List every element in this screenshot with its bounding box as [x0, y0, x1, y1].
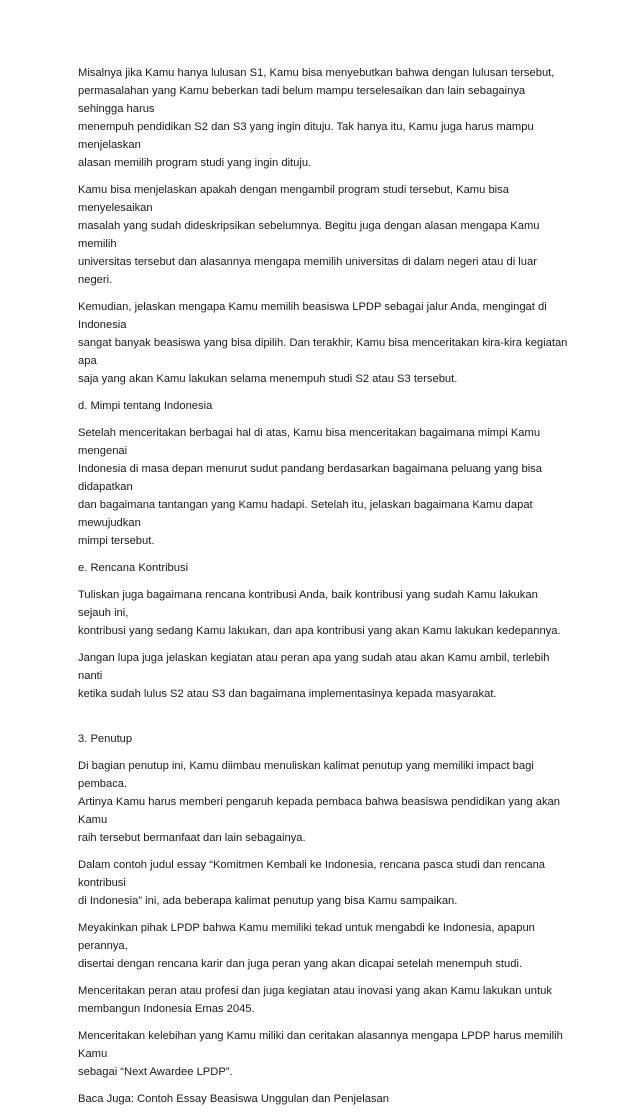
section-heading-penutup: 3. Penutup — [78, 733, 133, 745]
paragraph-kontribusi: Tuliskan juga bagaimana rencana kontribusi Anda, baik kontribusi yang sudah Kamu lakukan sejauh ini, kontribusi yang sedang Kamu lakukan, dan apa kontribusi yang akan Kamu lakukan kedepannya. — [78, 589, 561, 637]
paragraph-lpdp-reason: Kemudian, jelaskan mengapa Kamu memilih beasiswa LPDP sebagai jalur Anda, mengingat di Indonesia sangat banyak beasiswa yang bisa dipilih. Dan terakhir, Kamu bisa menceritakan kira-kira kegiatan apa saja yang akan Kamu lakukan selama menempuh studi S2 atau S3 tersebut. — [78, 301, 568, 385]
paragraph-menceritakan-kelebihan: Menceritakan kelebihan yang Kamu miliki dan ceritakan alasannya mengapa LPDP harus memilih Kamu sebagai “Next Awardee LPDP”. — [78, 1030, 563, 1078]
paragraph-mimpi: Setelah menceritakan berbagai hal di atas, Kamu bisa menceritakan bagaimana mimpi Kamu mengenai Indonesia di masa depan menurut sudut pandang berdasarkan bagaimana peluang yang bisa didapatkan dan bagaimana tantangan yang Kamu hadapi. Setelah itu, jelaskan bagaimana Kamu dapat mewujudkan mimpi tersebut. — [78, 427, 542, 547]
paragraph-penutup-intro: Di bagian penutup ini, Kamu diimbau menuliskan kalimat penutup yang memiliki impact bagi pembaca. Artinya Kamu harus memberi pengaruh kepada pembaca bahwa beasiswa pendidikan yang akan Kamu raih tersebut bermanfaat dan lain sebagainya. — [78, 760, 560, 844]
paragraph-s1-explanation: Misalnya jika Kamu hanya lulusan S1, Kamu bisa menyebutkan bahwa dengan lulusan tersebut, permasalahan yang Kamu beberkan tadi belum mampu terselesaikan dan lain sebagainya sehingga harus menempuh pendidikan S2 dan S3 yang ingin dituju. Tak hanya itu, Kamu juga harus mampu menjelaskan alasan memilih program studi yang ingin dituju. — [78, 67, 555, 169]
paragraph-peran: Jangan lupa juga jelaskan kegiatan atau peran apa yang sudah atau akan Kamu ambil, terlebih nanti ketika sudah lulus S2 atau S3 dan bagaimana implementasinya kepada masyarakat. — [78, 652, 550, 700]
section-spacer — [78, 712, 570, 730]
paragraph-menceritakan-peran: Menceritakan peran atau profesi dan juga kegiatan atau inovasi yang akan Kamu lakukan untuk membangun Indonesia Emas 2045. — [78, 985, 552, 1015]
document-page — [78, 64, 570, 1117]
section-heading-mimpi: d. Mimpi tentang Indonesia — [78, 400, 213, 412]
section-heading-kontribusi: e. Rencana Kontribusi — [78, 562, 189, 574]
paragraph-meyakinkan: Meyakinkan pihak LPDP bahwa Kamu memiliki tekad untuk mengabdi ke Indonesia, apapun perannya, disertai dengan rencana karir dan juga peran yang akan dicapai setelah menempuh studi. — [78, 922, 535, 970]
read-also-link[interactable]: Baca Juga: Contoh Essay Beasiswa Unggulan dan Penjelasan — [78, 1093, 389, 1105]
paragraph-program-reason: Kamu bisa menjelaskan apakah dengan mengambil program studi tersebut, Kamu bisa menyelesaikan masalah yang sudah dideskripsikan sebelumnya. Begitu juga dengan alasan mengapa Kamu memilih universitas tersebut dan alasannya mengapa memilih universitas di dalam negeri atau di luar negeri. — [78, 184, 540, 286]
paragraph-contoh-judul: Dalam contoh judul essay “Komitmen Kembali ke Indonesia, rencana pasca studi dan rencana kontribusi di Indonesia” ini, ada beberapa kalimat penutup yang bisa Kamu sampaikan. — [78, 859, 546, 907]
